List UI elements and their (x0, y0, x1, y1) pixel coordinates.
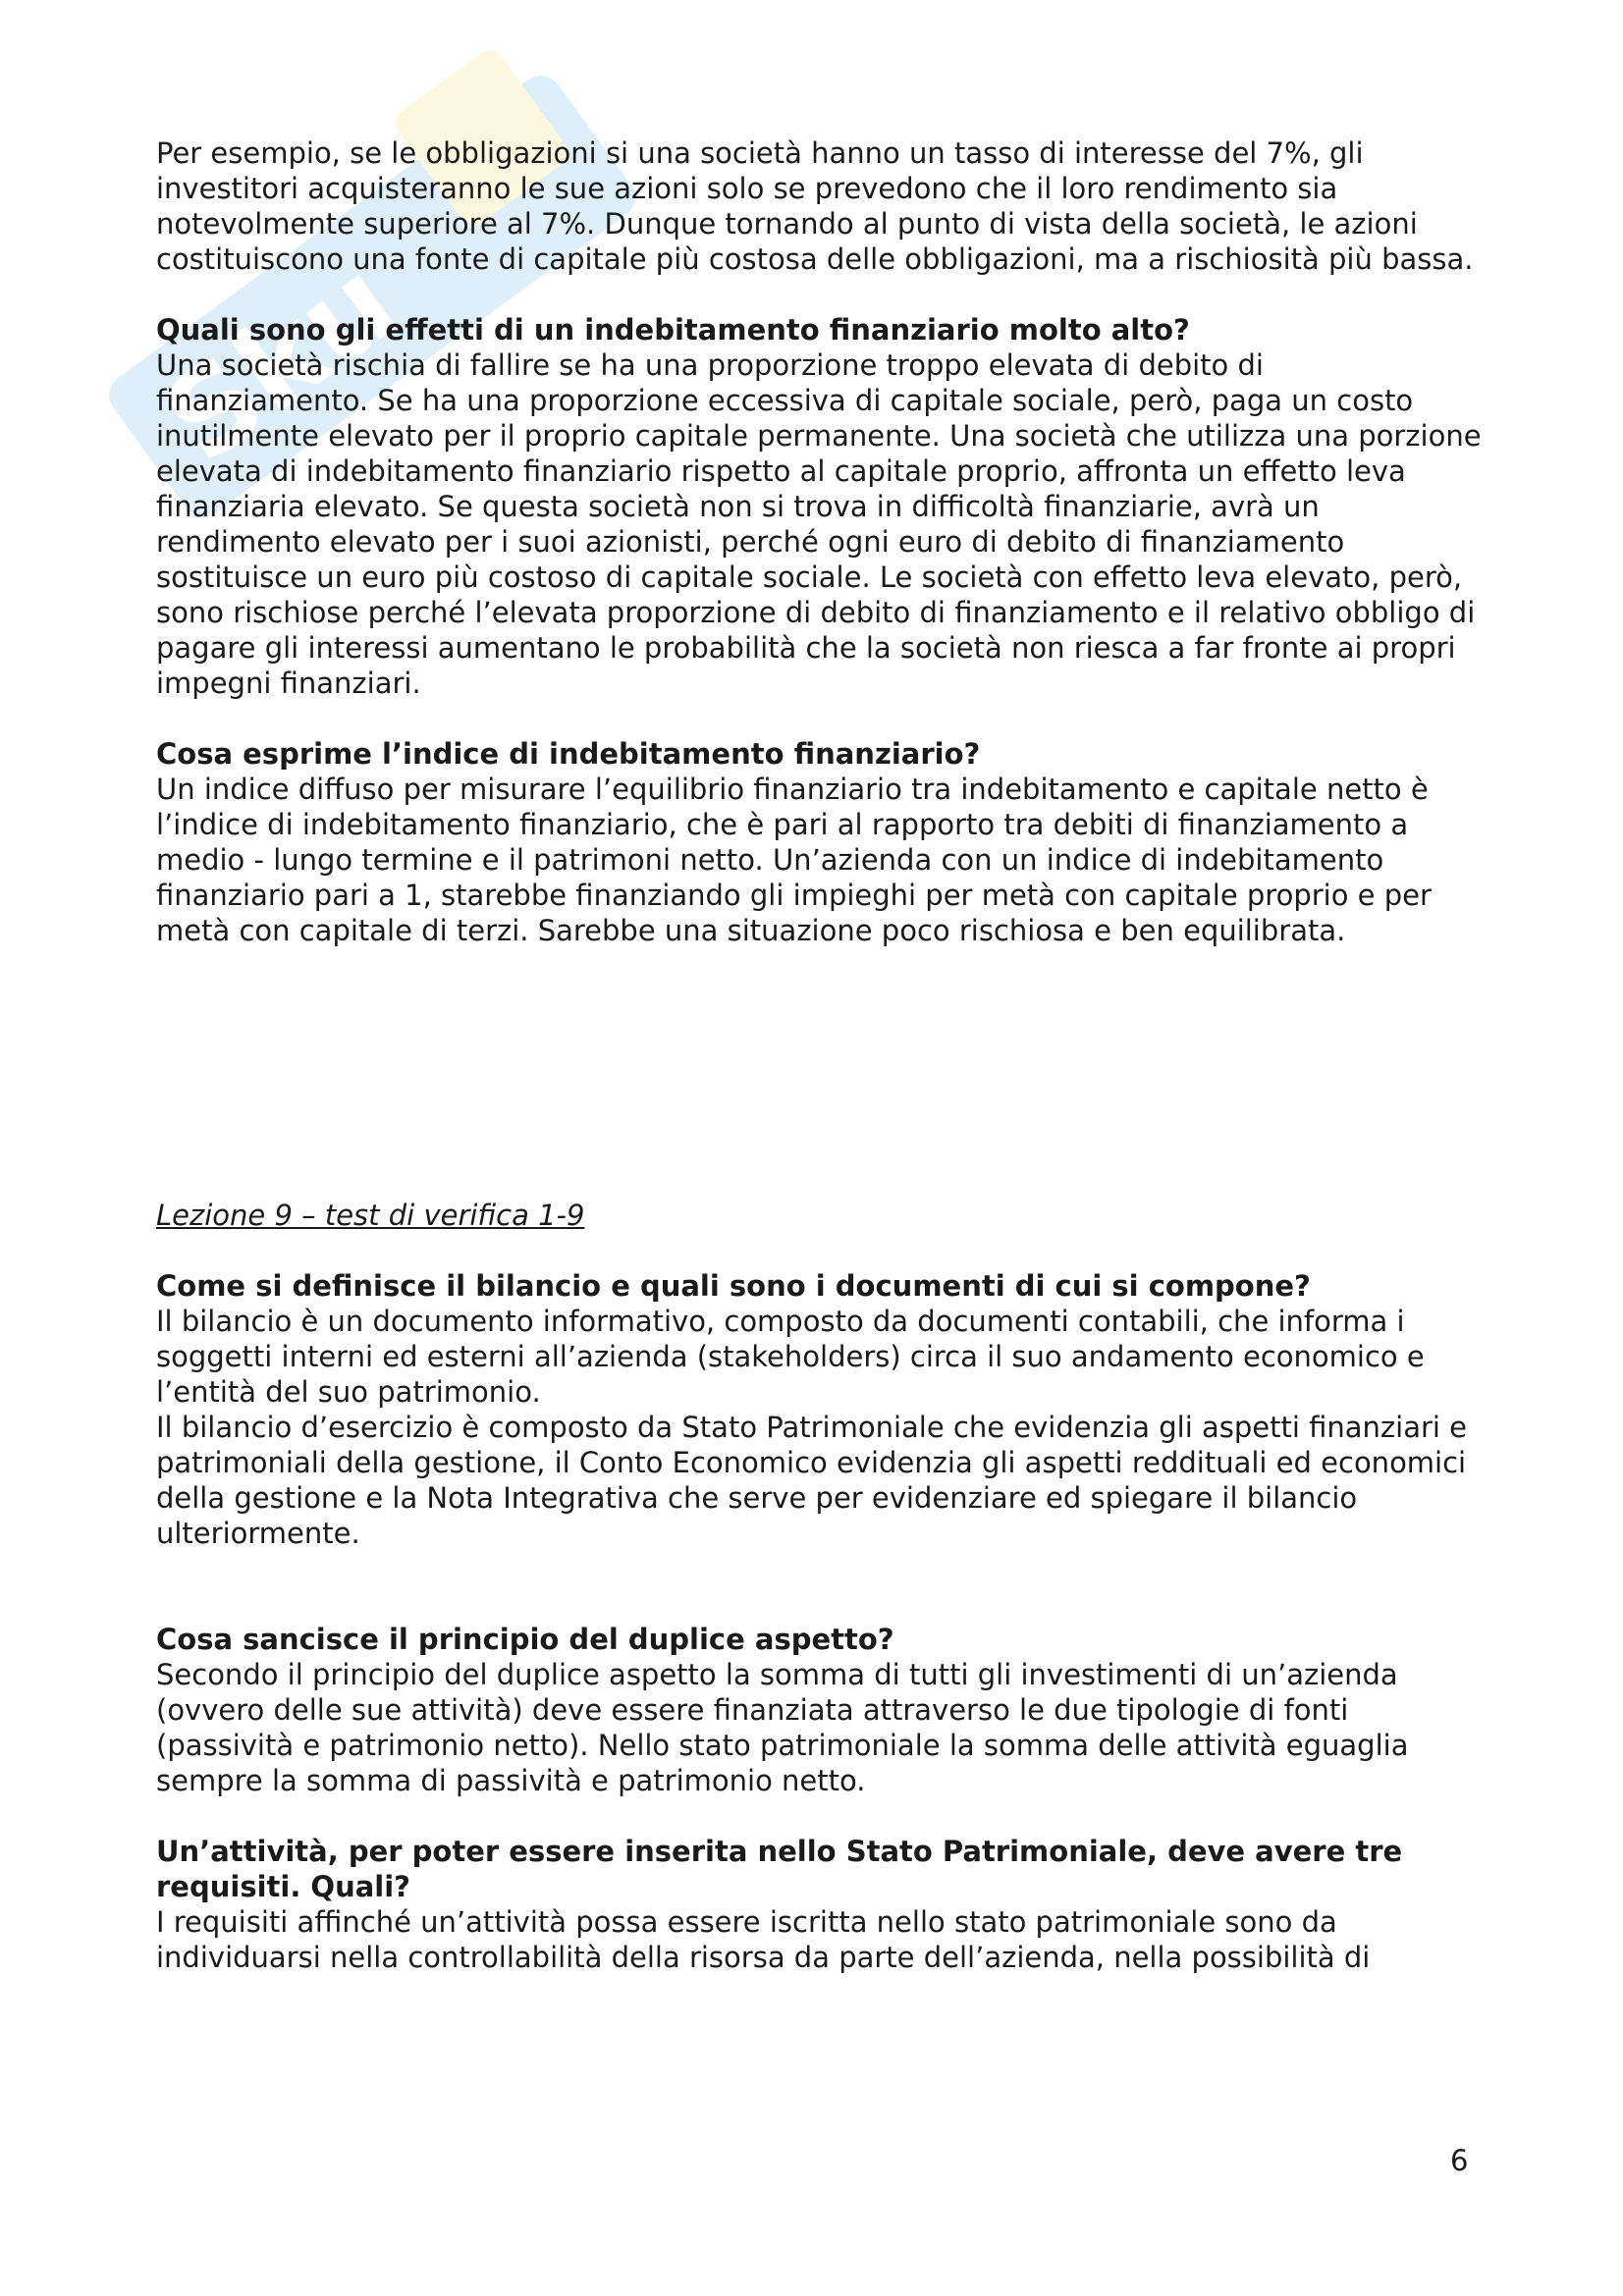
answer-indebitamento-alto: Una società rischia di fallire se ha una proporzione troppo elevata di debito di finanziamento. Se ha una proporzione eccessiva di capitale sociale, però, paga un costo inutilmente elevato per il proprio capitale permanente. Una società che utilizza una porzione elevata di indebitamento finanziario rispetto al capitale proprio, affronta un effetto leva finanziaria elevato. Se questa società non si trova in difficoltà finanziarie, avrà un rendimento elevato per i suoi azionisti, perché ogni euro di debito di finanziamento sostituisce un euro più costoso di capitale sociale. Le società con effetto leva elevato, però, sono rischiose perché l’elevata proporzione di debito di finanziamento e il relativo obbligo di pagare gli interessi aumentano le probabilità che la società non riesca a far fronte ai propri impegni finanziari. (156, 348, 1482, 700)
page-number: 6 (1450, 2144, 1469, 2177)
question-indebitamento-alto: Quali sono gli effetti di un indebitamento finanziario molto alto? (156, 313, 1190, 347)
paragraph-obbligazioni: Per esempio, se le obbligazioni si una società hanno un tasso di interesse del 7%, gli investitori acquisteranno le sue azioni solo se prevedono che il loro rendimento sia notevolmente superiore al 7%. Dunque tornando al punto di vista della società, le azioni costituiscono una fonte di capitale più costosa delle obbligazioni, ma a rischiosità più bassa. (156, 136, 1474, 276)
answer-indice-indebitamento: Un indice diffuso per misurare l’equilibrio finanziario tra indebitamento e capitale netto è l’indice di indebitamento finanziario, che è pari al rapporto tra debiti di finanziamento a medio - lungo termine e il patrimoni netto. Un’azienda con un indice di indebitamento finanziario pari a 1, starebbe finanziando gli impieghi per metà con capitale proprio e per metà con capitale di terzi. Sarebbe una situazione poco rischiosa e ben equilibrata. (156, 773, 1432, 947)
svg-text:Sku: Sku (140, 234, 421, 490)
answer-bilancio-part2: Il bilancio d’esercizio è composto da Stato Patrimoniale che evidenzia gli aspetti finanziari e patrimoniali della gestione, il Conto Economico evidenzia gli aspetti reddituali ed economici della gestione e la Nota Integrativa che serve per evidenziare ed spiegare il bilancio ulteriormente. (156, 1411, 1468, 1550)
question-duplice-aspetto: Cosa sancisce il principio del duplice aspetto? (156, 1623, 894, 1656)
lesson-heading: Lezione 9 – test di verifica 1-9 (156, 1199, 585, 1232)
question-requisiti-attivita: Un’attività, per poter essere inserita nello Stato Patrimoniale, deve avere tre requisiti. Quali? (156, 1835, 1403, 1903)
question-bilancio: Come si definisce il bilancio e quali sono i documenti di cui si compone? (156, 1269, 1311, 1303)
answer-requisiti-attivita: I requisiti affinché un’attività possa essere iscritta nello stato patrimoniale sono da individuarsi nella controllabilità della risorsa da parte dell’azienda, nella possibilità di (156, 1905, 1371, 1974)
question-indice-indebitamento: Cosa esprime l’indice di indebitamento finanziario? (156, 737, 981, 771)
answer-duplice-aspetto: Secondo il principio del duplice aspetto la somma di tutti gli investimenti di un’azienda (ovvero delle sue attività) deve essere finanziata attraverso le due tipologie di fonti (passività e patrimonio netto). Nello stato patrimoniale la somma delle attività eguaglia sempre la somma di passività e patrimonio netto. (156, 1658, 1409, 1797)
answer-bilancio-part1: Il bilancio è un documento informativo, composto da documenti contabili, che informa i soggetti interni ed esterni all’azienda (stakeholders) circa il suo andamento economico e l’entità del suo patrimonio. (156, 1305, 1425, 1409)
document-page (156, 135, 1482, 1975)
blank-space (156, 948, 1482, 1198)
